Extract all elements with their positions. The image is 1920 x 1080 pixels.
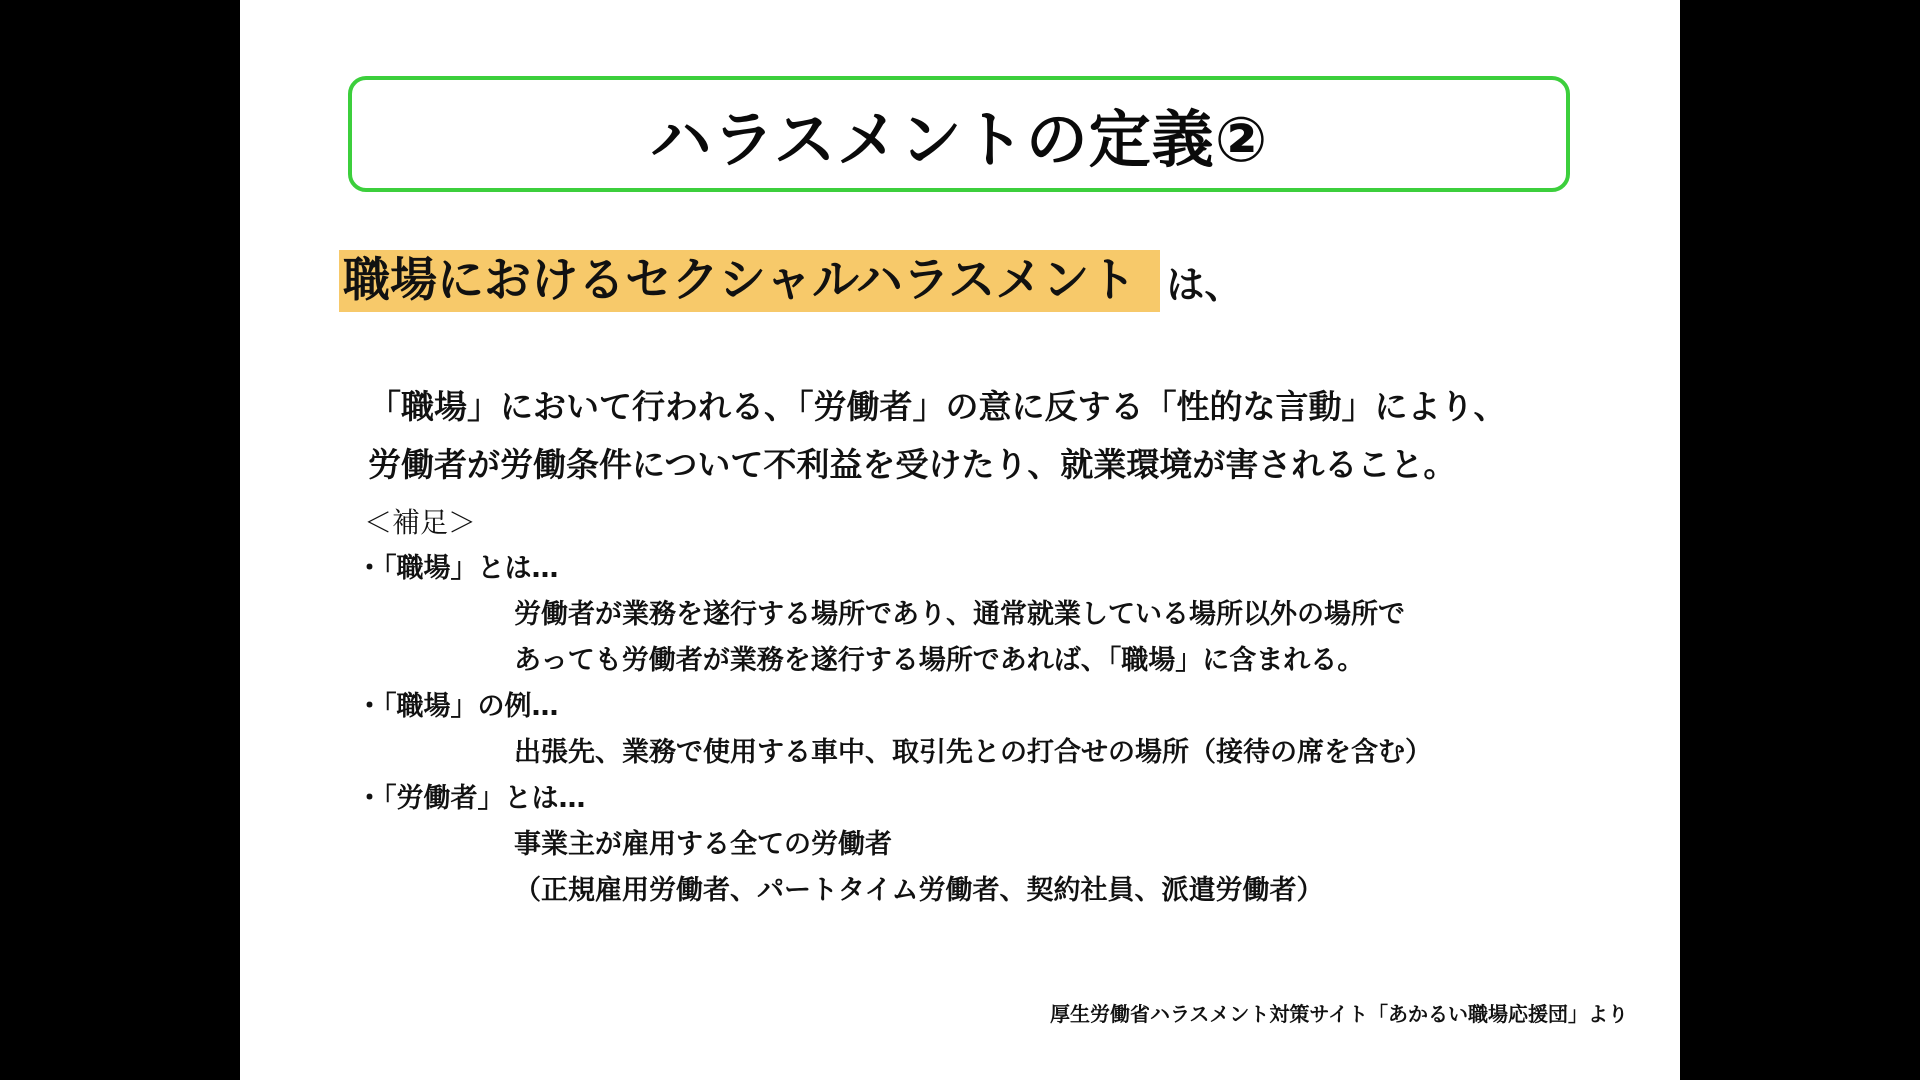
subject-highlight: 職場におけるセクシャルハラスメント: [339, 250, 1160, 312]
supplement-heading: ＜補足＞: [364, 506, 477, 539]
supplement-line: 事業主が雇用する全ての労働者: [514, 829, 892, 860]
supplement-bullet-worker: ・「労働者」とは…: [356, 783, 586, 814]
supplement-line: （正規雇用労働者、パートタイム労働者、契約社員、派遣労働者）: [514, 875, 1324, 906]
slide: [240, 0, 1680, 1080]
title-box: [348, 76, 1570, 192]
supplement-section: [356, 500, 1432, 914]
supplement-line: あっても労働者が業務を遂行する場所であれば、「職場」に含まれる。: [514, 645, 1365, 676]
supplement-bullet-workplace-examples: ・「職場」の例…: [356, 691, 559, 722]
supplement-line: 出張先、業務で使用する車中、取引先との打合せの場所（接待の席を含む）: [514, 737, 1432, 768]
definition-line-1: 「職場」において行われる、「労働者」の意に反する「性的な言動」により、: [368, 387, 1507, 426]
slide-title: ハラスメントの定義②: [649, 102, 1269, 176]
supplement-line: 労働者が業務を遂行する場所であり、通常就業している場所以外の場所で: [514, 599, 1405, 630]
source-citation: 厚生労働省ハラスメント対策サイト「あかるい職場応援団」より: [1050, 1002, 1628, 1026]
definition-text: [368, 378, 1507, 494]
subject-suffix: は、: [1166, 262, 1243, 307]
subject-line: [339, 250, 1242, 312]
supplement-bullet-workplace: ・「職場」とは…: [356, 553, 559, 584]
definition-line-2: 労働者が労働条件について不利益を受けたり、就業環境が害されること。: [368, 445, 1457, 484]
